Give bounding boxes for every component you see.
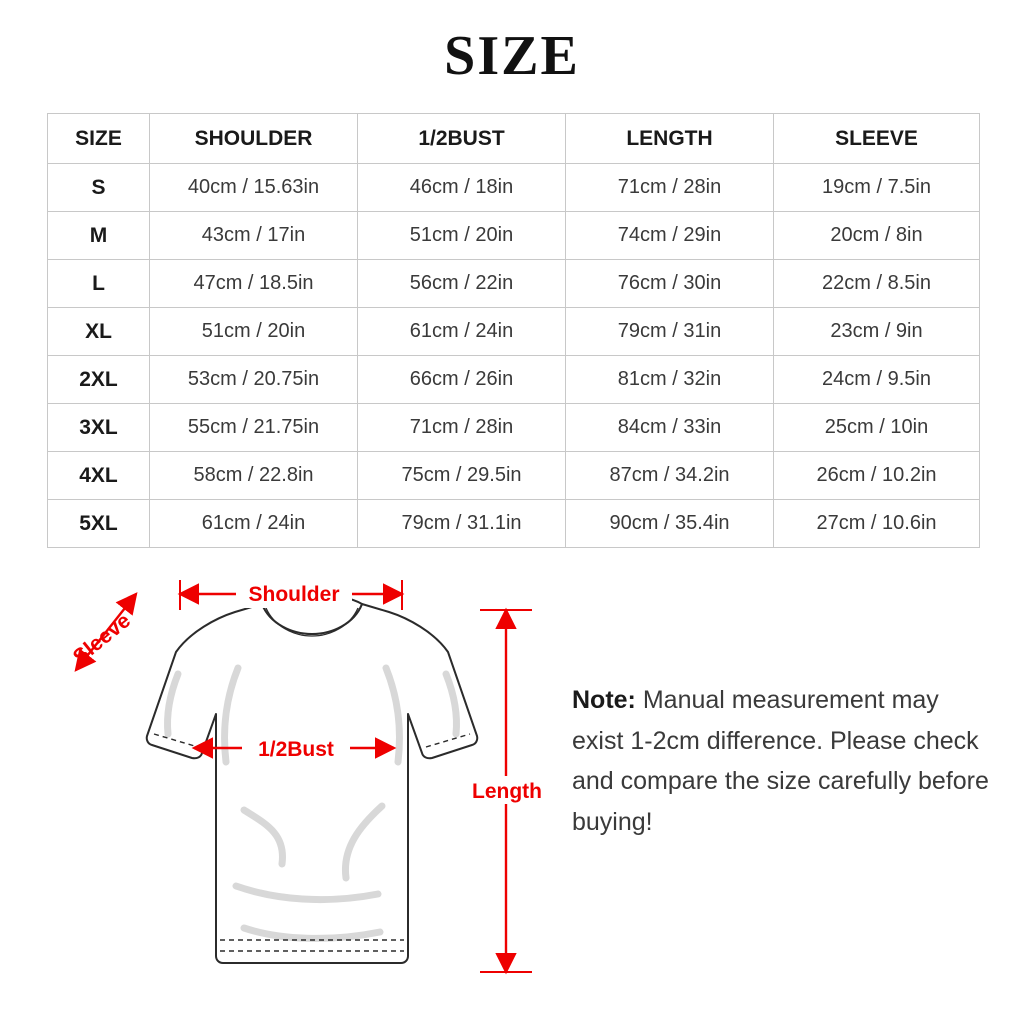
size-chart-table-container	[47, 113, 979, 548]
column-header-length: LENGTH	[566, 114, 774, 164]
label-bust: 1/2Bust	[258, 738, 334, 761]
cell-length: 74cm / 29in	[566, 212, 774, 260]
label-shoulder: Shoulder	[248, 583, 340, 606]
cell-sleeve: 23cm / 9in	[774, 308, 980, 356]
table-row	[48, 452, 980, 500]
measurement-diagram	[30, 548, 560, 1008]
cell-sleeve: 24cm / 9.5in	[774, 356, 980, 404]
cell-length: 71cm / 28in	[566, 164, 774, 212]
cell-length: 81cm / 32in	[566, 356, 774, 404]
cell-shoulder: 47cm / 18.5in	[150, 260, 358, 308]
cell-length: 76cm / 30in	[566, 260, 774, 308]
tshirt-illustration	[147, 594, 478, 963]
cell-shoulder: 58cm / 22.8in	[150, 452, 358, 500]
cell-size: 5XL	[48, 500, 150, 548]
cell-shoulder: 43cm / 17in	[150, 212, 358, 260]
cell-size: 4XL	[48, 452, 150, 500]
length-measure	[466, 610, 548, 972]
table-row	[48, 500, 980, 548]
cell-bust: 66cm / 26in	[358, 356, 566, 404]
cell-length: 90cm / 35.4in	[566, 500, 774, 548]
cell-shoulder: 61cm / 24in	[150, 500, 358, 548]
cell-length: 87cm / 34.2in	[566, 452, 774, 500]
column-header-shoulder: SHOULDER	[150, 114, 358, 164]
cell-sleeve: 25cm / 10in	[774, 404, 980, 452]
column-header-sleeve: SLEEVE	[774, 114, 980, 164]
column-header-bust: 1/2BUST	[358, 114, 566, 164]
sleeve-measure	[69, 594, 136, 670]
cell-sleeve: 22cm / 8.5in	[774, 260, 980, 308]
note-block	[572, 680, 992, 842]
cell-bust: 46cm / 18in	[358, 164, 566, 212]
cell-sleeve: 26cm / 10.2in	[774, 452, 980, 500]
cell-sleeve: 20cm / 8in	[774, 212, 980, 260]
cell-shoulder: 40cm / 15.63in	[150, 164, 358, 212]
cell-size: S	[48, 164, 150, 212]
cell-shoulder: 53cm / 20.75in	[150, 356, 358, 404]
cell-size: 3XL	[48, 404, 150, 452]
cell-sleeve: 27cm / 10.6in	[774, 500, 980, 548]
label-length: Length	[472, 780, 542, 803]
table-header-row	[48, 114, 980, 164]
table-row	[48, 164, 980, 212]
table-row	[48, 404, 980, 452]
note-text: Manual measurement may exist 1-2cm difference. Please check and compare the size carefully before buying!	[572, 686, 989, 836]
table-row	[48, 212, 980, 260]
table-row	[48, 308, 980, 356]
page-title: SIZE	[444, 25, 580, 87]
table-row	[48, 356, 980, 404]
cell-shoulder: 55cm / 21.75in	[150, 404, 358, 452]
cell-length: 84cm / 33in	[566, 404, 774, 452]
size-chart-table	[47, 113, 980, 548]
table-row	[48, 260, 980, 308]
cell-length: 79cm / 31in	[566, 308, 774, 356]
label-sleeve: Sleeve	[68, 609, 136, 669]
note-label: Note:	[572, 686, 636, 714]
cell-bust: 51cm / 20in	[358, 212, 566, 260]
column-header-size: SIZE	[48, 114, 150, 164]
cell-size: M	[48, 212, 150, 260]
cell-bust: 61cm / 24in	[358, 308, 566, 356]
cell-bust: 75cm / 29.5in	[358, 452, 566, 500]
cell-shoulder: 51cm / 20in	[150, 308, 358, 356]
cell-bust: 56cm / 22in	[358, 260, 566, 308]
cell-sleeve: 19cm / 7.5in	[774, 164, 980, 212]
cell-bust: 71cm / 28in	[358, 404, 566, 452]
cell-size: 2XL	[48, 356, 150, 404]
cell-size: XL	[48, 308, 150, 356]
cell-size: L	[48, 260, 150, 308]
cell-bust: 79cm / 31.1in	[358, 500, 566, 548]
